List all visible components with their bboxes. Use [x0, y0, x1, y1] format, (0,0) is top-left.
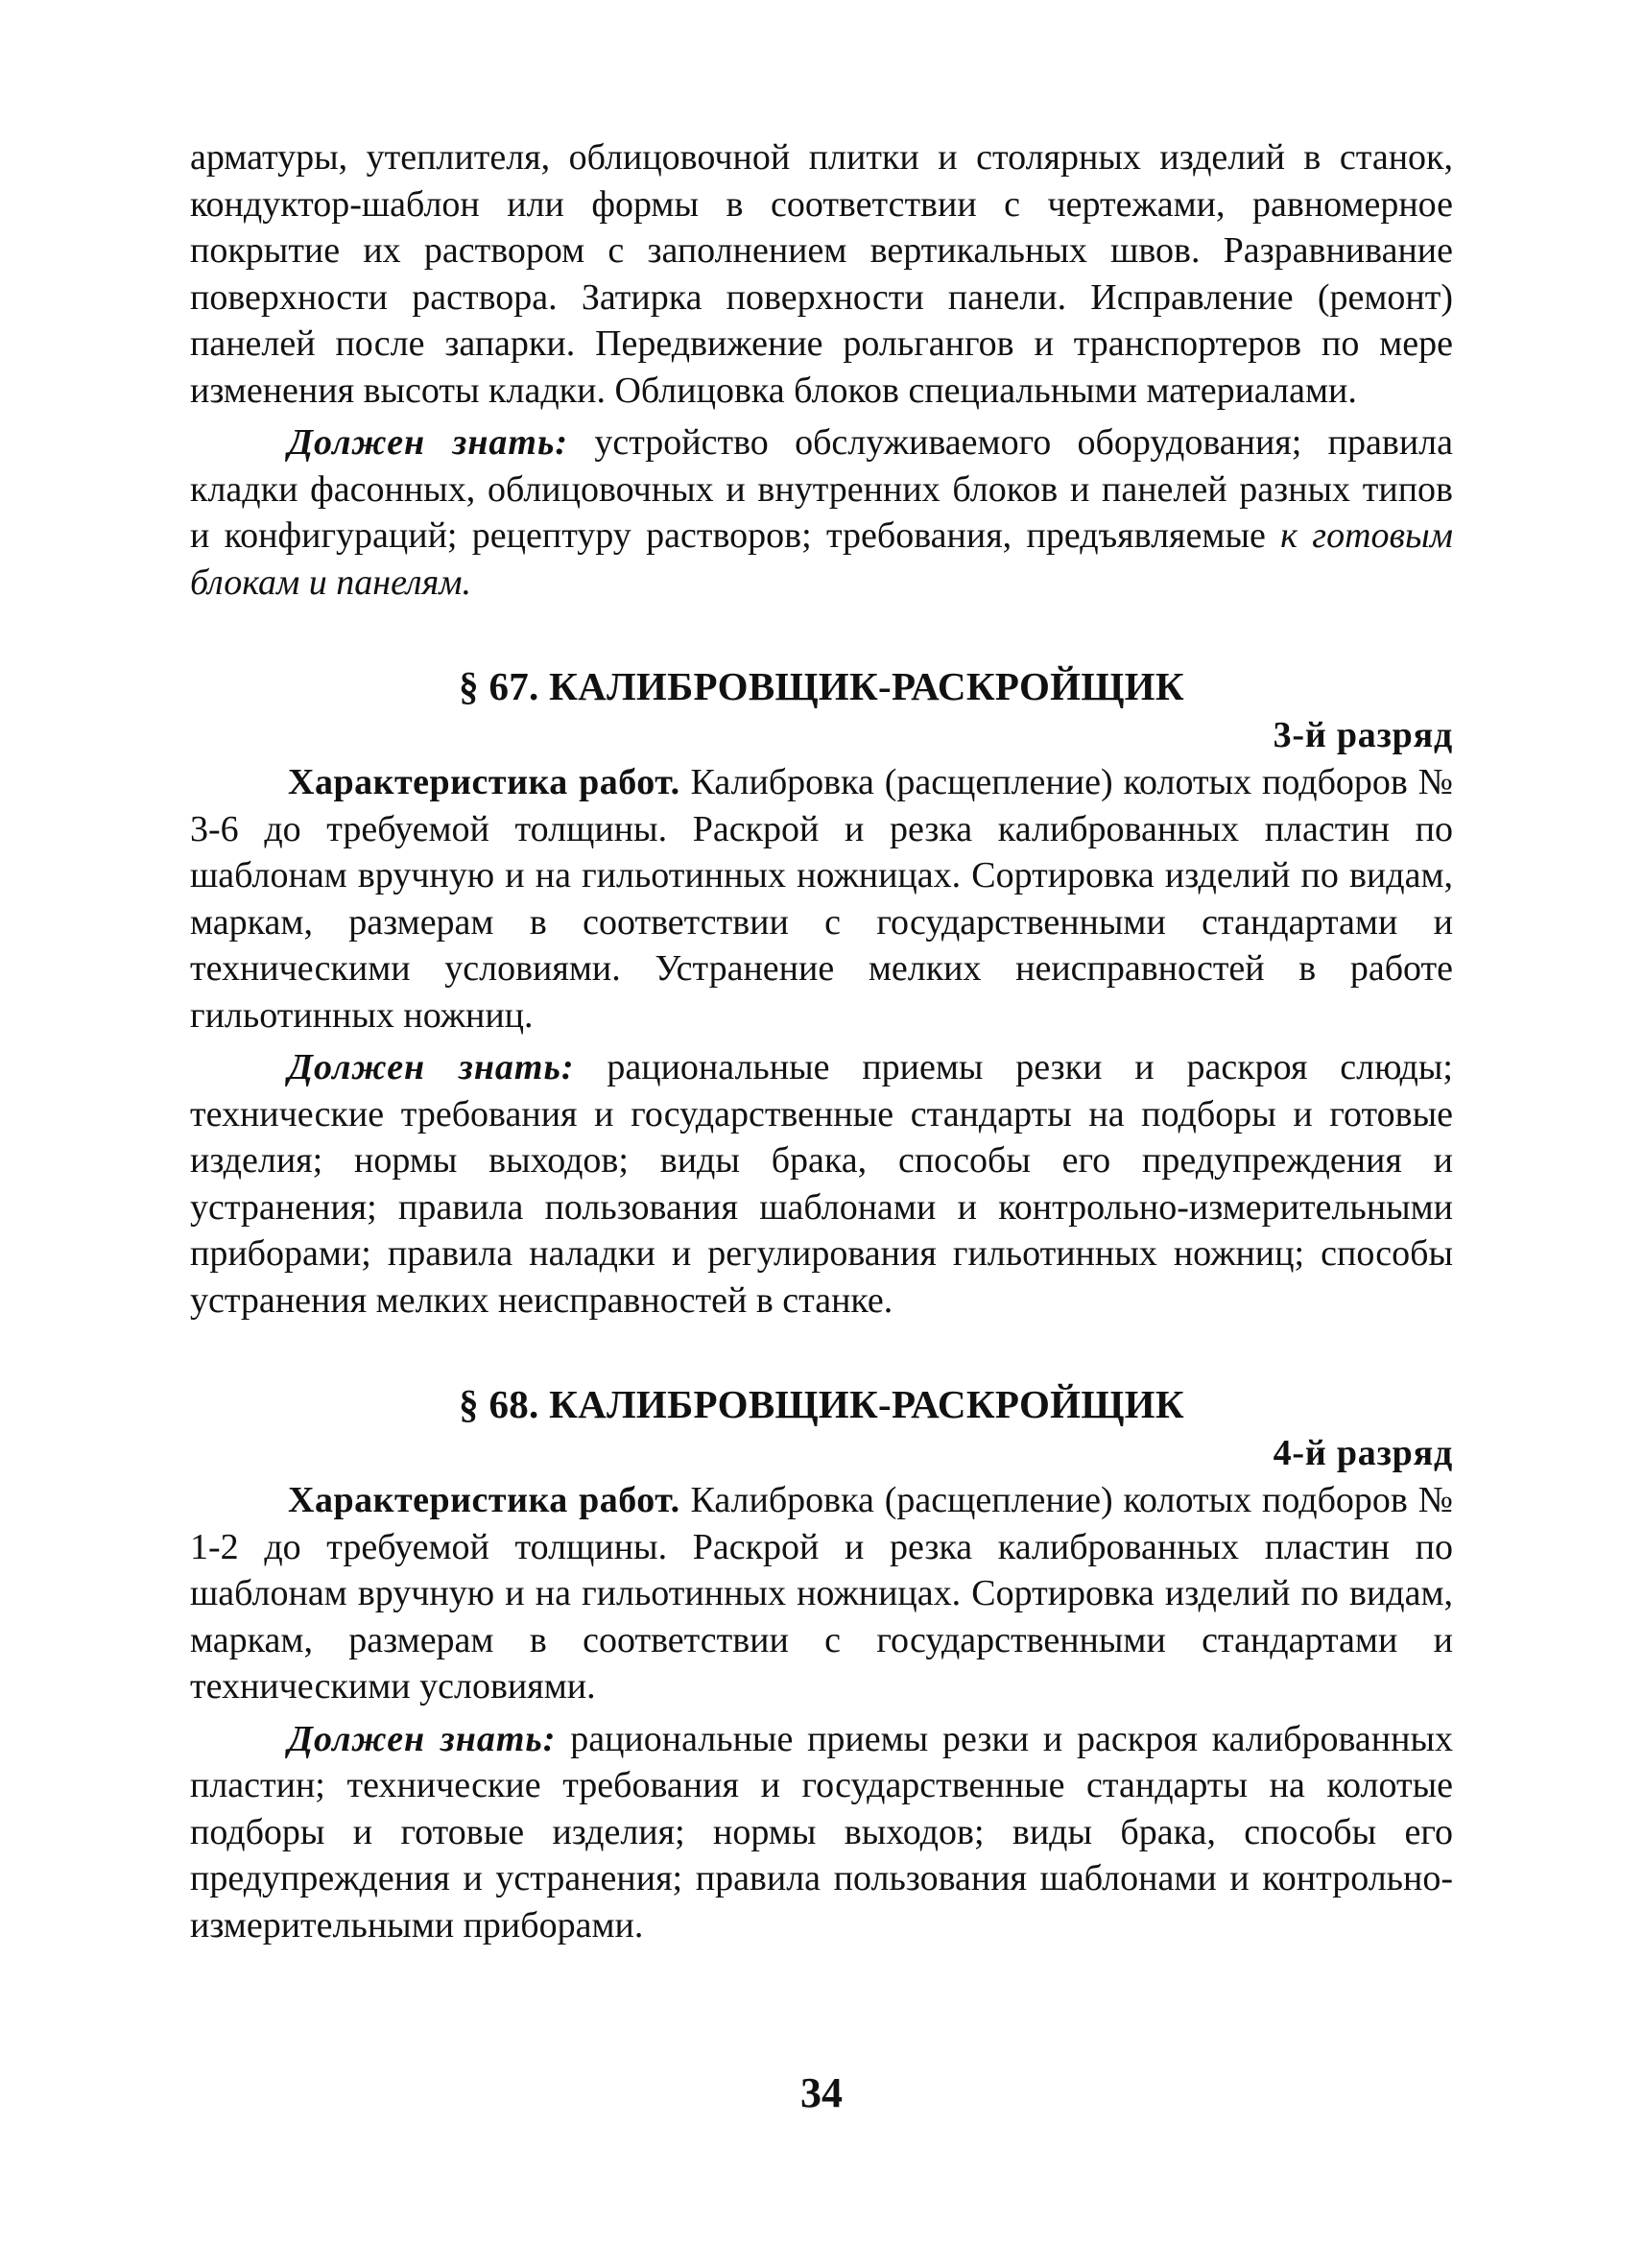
document-page [190, 134, 1453, 1948]
know-text: рациональные приемы резки и раскроя слюды; технические требования и государственные стандарты на подборы и готовые изделия; нормы выходов; виды брака, способы его предупреждения и устранения; правила пользования шаблонами и контрольно-измерительными приборами; правила наладки и регулирования гильотинных ножниц; способы устранения мелких неисправностей в станке. [190, 1047, 1453, 1321]
know-label: Должен знать: [288, 1047, 575, 1087]
work-paragraph-67 [190, 759, 1453, 1039]
know-text: устройство обслуживаемого оборудования; правила кладки фасонных, облицовочных и внутренних блоков и панелей разных типов и конфигураций; рецептуру растворов; требования, предъявляемые [190, 422, 1453, 556]
work-label: Характеристика работ. [288, 1480, 680, 1520]
know-label: Должен знать: [288, 1718, 557, 1759]
intro-paragraph: арматуры, утеплителя, облицовочной плитки и столярных изделий в станок, кондуктор-шаблон или формы в соответствии с чертежами, равномерное покрытие их раствором с заполнением вертикальных швов. Разравнивание поверхности раствора. Затирка поверхности панели. Исправление (ремонт) панелей после запарки. Передвижение рольгангов и транспортеров по мере изменения высоты кладки. Облицовка блоков специальными материалами. [190, 137, 1453, 411]
know-text-italic: к готовым блокам и панелям. [190, 515, 1454, 603]
section-grade-67: 3-й разряд [1273, 715, 1453, 755]
know-label: Должен знать: [288, 422, 568, 463]
work-text: Калибровка (расщепление) колотых подборов № 1-2 до требуемой толщины. Раскрой и резка калиброванных пластин по шаблонам вручную и на гильотинных ножницах. Сортировка изделий по видам, маркам, размерам в соответствии с государственными стандартами и техническими условиями. [190, 1480, 1454, 1707]
section-title-67: § 67. КАЛИБРОВЩИК-РАСКРОЙЩИК [459, 664, 1184, 708]
know-paragraph-68 [190, 1716, 1453, 1949]
section-title-68: § 68. КАЛИБРОВЩИК-РАСКРОЙЩИК [459, 1382, 1184, 1426]
work-paragraph-68 [190, 1477, 1453, 1710]
intro-know-paragraph [190, 419, 1453, 606]
work-text: Калибровка (расщепление) колотых подборов № 3-6 до требуемой толщины. Раскрой и резка калиброванных пластин по шаблонам вручную и на гильотинных ножницах. Сортировка изделий по видам, маркам, размерам в соответствии с государственными стандартами и техническими условиями. Устранение мелких неисправностей в работе гильотинных ножниц. [190, 762, 1454, 1036]
work-label: Характеристика работ. [288, 762, 680, 802]
know-paragraph-67 [190, 1044, 1453, 1324]
section-grade-68: 4-й разряд [1273, 1433, 1453, 1473]
know-text: рациональные приемы резки и раскроя калиброванных пластин; технические требования и государственные стандарты на колотые подборы и готовые изделия; нормы выходов; виды брака, способы его предупреждения и устранения; правила пользования шаблонами и контрольно-измерительными приборами. [190, 1718, 1453, 1946]
page-number: 34 [800, 2069, 843, 2116]
